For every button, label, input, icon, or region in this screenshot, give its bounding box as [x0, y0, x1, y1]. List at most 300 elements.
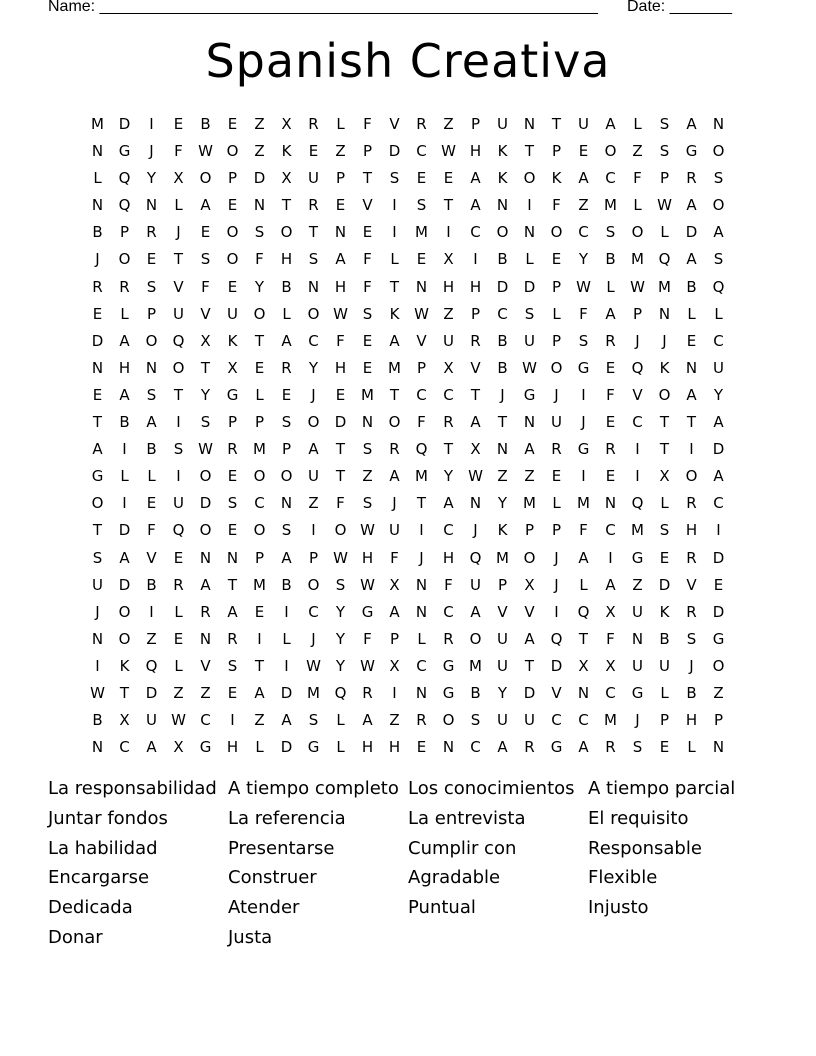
- grid-letter[interactable]: C: [578, 223, 589, 242]
- grid-letter[interactable]: Y: [335, 629, 346, 648]
- grid-letter[interactable]: S: [308, 711, 319, 730]
- grid-letter[interactable]: S: [227, 656, 238, 675]
- grid-letter[interactable]: F: [255, 250, 264, 269]
- grid-letter[interactable]: V: [686, 575, 697, 594]
- grid-letter[interactable]: J: [662, 331, 667, 350]
- grid-letter[interactable]: P: [335, 169, 346, 188]
- grid-letter[interactable]: L: [174, 656, 183, 675]
- grid-letter[interactable]: B: [119, 413, 130, 432]
- grid-letter[interactable]: G: [685, 142, 698, 161]
- grid-letter[interactable]: I: [419, 521, 424, 540]
- grid-letter[interactable]: J: [311, 629, 316, 648]
- grid-letter[interactable]: O: [118, 629, 131, 648]
- grid-letter[interactable]: N: [145, 196, 158, 215]
- grid-letter[interactable]: T: [578, 629, 589, 648]
- grid-letter[interactable]: Q: [469, 548, 482, 567]
- grid-letter[interactable]: S: [200, 413, 211, 432]
- grid-letter[interactable]: I: [635, 467, 640, 486]
- grid-letter[interactable]: E: [443, 169, 454, 188]
- grid-letter[interactable]: I: [716, 521, 721, 540]
- grid-letter[interactable]: A: [200, 575, 211, 594]
- grid-letter[interactable]: D: [91, 331, 104, 350]
- grid-letter[interactable]: L: [552, 304, 561, 323]
- grid-letter[interactable]: W: [576, 277, 591, 296]
- grid-letter[interactable]: L: [687, 738, 696, 757]
- grid-letter[interactable]: A: [713, 467, 724, 486]
- grid-letter[interactable]: V: [632, 385, 643, 404]
- grid-letter[interactable]: L: [147, 467, 156, 486]
- grid-letter[interactable]: S: [227, 494, 238, 513]
- grid-letter[interactable]: Q: [712, 277, 725, 296]
- grid-letter[interactable]: E: [146, 250, 157, 269]
- grid-letter[interactable]: A: [119, 548, 130, 567]
- grid-letter[interactable]: H: [118, 358, 131, 377]
- grid-letter[interactable]: A: [605, 304, 616, 323]
- grid-letter[interactable]: R: [362, 683, 373, 702]
- grid-letter[interactable]: W: [360, 656, 375, 675]
- grid-letter[interactable]: R: [605, 440, 616, 459]
- grid-letter[interactable]: A: [119, 385, 130, 404]
- grid-letter[interactable]: J: [554, 548, 559, 567]
- grid-letter[interactable]: N: [523, 223, 536, 242]
- grid-letter[interactable]: A: [686, 196, 697, 215]
- grid-letter[interactable]: C: [632, 413, 643, 432]
- grid-letter[interactable]: E: [362, 223, 373, 242]
- grid-letter[interactable]: X: [443, 250, 454, 269]
- grid-letter[interactable]: T: [524, 656, 535, 675]
- grid-letter[interactable]: T: [173, 250, 184, 269]
- grid-letter[interactable]: M: [631, 521, 644, 540]
- grid-letter[interactable]: Z: [362, 467, 373, 486]
- grid-letter[interactable]: N: [496, 196, 509, 215]
- grid-letter[interactable]: C: [497, 304, 508, 323]
- grid-letter[interactable]: Y: [578, 250, 589, 269]
- grid-letter[interactable]: E: [686, 331, 697, 350]
- grid-letter[interactable]: N: [469, 494, 482, 513]
- grid-letter[interactable]: N: [91, 629, 104, 648]
- grid-letter[interactable]: F: [579, 304, 588, 323]
- grid-letter[interactable]: G: [442, 656, 455, 675]
- grid-letter[interactable]: L: [660, 223, 669, 242]
- grid-letter[interactable]: F: [606, 629, 615, 648]
- grid-letter[interactable]: B: [281, 277, 292, 296]
- grid-letter[interactable]: V: [524, 602, 535, 621]
- grid-letter[interactable]: C: [470, 738, 481, 757]
- grid-letter[interactable]: G: [442, 683, 455, 702]
- grid-letter[interactable]: A: [578, 169, 589, 188]
- grid-letter[interactable]: Z: [524, 467, 535, 486]
- grid-letter[interactable]: O: [523, 169, 536, 188]
- grid-letter[interactable]: A: [686, 115, 697, 133]
- grid-letter[interactable]: R: [227, 440, 238, 459]
- grid-letter[interactable]: E: [713, 575, 724, 594]
- grid-letter[interactable]: A: [389, 467, 400, 486]
- grid-letter[interactable]: M: [604, 196, 617, 215]
- grid-letter[interactable]: U: [173, 304, 184, 323]
- grid-letter[interactable]: P: [551, 277, 562, 296]
- grid-letter[interactable]: W: [657, 196, 672, 215]
- grid-letter[interactable]: U: [227, 304, 238, 323]
- grid-letter[interactable]: Y: [146, 169, 157, 188]
- grid-letter[interactable]: X: [173, 738, 184, 757]
- grid-letter[interactable]: E: [173, 548, 184, 567]
- grid-letter[interactable]: N: [604, 494, 617, 513]
- date-field[interactable]: Date: _______: [627, 0, 732, 15]
- grid-letter[interactable]: R: [686, 602, 697, 621]
- grid-letter[interactable]: H: [442, 277, 455, 296]
- grid-letter[interactable]: N: [442, 738, 455, 757]
- grid-letter[interactable]: Z: [335, 142, 346, 161]
- grid-letter[interactable]: P: [254, 548, 265, 567]
- grid-letter[interactable]: Q: [577, 602, 590, 621]
- grid-letter[interactable]: W: [198, 440, 213, 459]
- grid-letter[interactable]: M: [496, 548, 509, 567]
- grid-letter[interactable]: Z: [173, 683, 184, 702]
- grid-letter[interactable]: J: [176, 223, 181, 242]
- grid-letter[interactable]: Q: [172, 331, 185, 350]
- grid-letter[interactable]: G: [91, 467, 104, 486]
- grid-letter[interactable]: W: [360, 521, 375, 540]
- grid-letter[interactable]: G: [118, 142, 131, 161]
- grid-letter[interactable]: L: [606, 277, 615, 296]
- grid-letter[interactable]: O: [550, 223, 563, 242]
- grid-letter[interactable]: L: [390, 250, 399, 269]
- grid-letter[interactable]: X: [200, 331, 211, 350]
- grid-letter[interactable]: E: [308, 142, 319, 161]
- grid-letter[interactable]: E: [281, 385, 292, 404]
- grid-letter[interactable]: U: [443, 331, 454, 350]
- grid-letter[interactable]: G: [631, 683, 644, 702]
- grid-letter[interactable]: N: [199, 629, 212, 648]
- grid-letter[interactable]: O: [172, 358, 185, 377]
- grid-letter[interactable]: E: [659, 548, 670, 567]
- grid-letter[interactable]: S: [92, 548, 103, 567]
- grid-letter[interactable]: I: [230, 711, 235, 730]
- grid-letter[interactable]: C: [416, 656, 427, 675]
- grid-letter[interactable]: C: [443, 385, 454, 404]
- grid-letter[interactable]: A: [578, 738, 589, 757]
- grid-letter[interactable]: B: [686, 683, 697, 702]
- grid-letter[interactable]: N: [415, 602, 428, 621]
- grid-letter[interactable]: T: [173, 385, 184, 404]
- grid-letter[interactable]: J: [311, 385, 316, 404]
- grid-letter[interactable]: L: [633, 115, 642, 133]
- grid-letter[interactable]: T: [254, 656, 265, 675]
- grid-letter[interactable]: R: [686, 169, 697, 188]
- grid-letter[interactable]: E: [227, 683, 238, 702]
- grid-letter[interactable]: I: [149, 602, 154, 621]
- grid-letter[interactable]: N: [415, 575, 428, 594]
- grid-letter[interactable]: C: [119, 738, 130, 757]
- grid-letter[interactable]: F: [363, 629, 372, 648]
- grid-letter[interactable]: Z: [632, 142, 643, 161]
- grid-letter[interactable]: Q: [118, 169, 131, 188]
- grid-letter[interactable]: R: [146, 223, 157, 242]
- grid-letter[interactable]: I: [284, 602, 289, 621]
- grid-letter[interactable]: T: [524, 142, 535, 161]
- grid-letter[interactable]: D: [253, 169, 266, 188]
- grid-letter[interactable]: C: [605, 521, 616, 540]
- grid-letter[interactable]: I: [122, 494, 127, 513]
- grid-letter[interactable]: N: [226, 548, 239, 567]
- grid-letter[interactable]: U: [389, 521, 400, 540]
- grid-letter[interactable]: O: [253, 521, 266, 540]
- grid-letter[interactable]: P: [632, 304, 643, 323]
- grid-letter[interactable]: S: [470, 711, 481, 730]
- grid-letter[interactable]: I: [527, 196, 532, 215]
- grid-letter[interactable]: R: [227, 629, 238, 648]
- grid-letter[interactable]: Z: [497, 467, 508, 486]
- grid-letter[interactable]: D: [658, 575, 671, 594]
- grid-letter[interactable]: S: [281, 521, 292, 540]
- grid-letter[interactable]: U: [713, 358, 724, 377]
- grid-letter[interactable]: B: [470, 683, 481, 702]
- grid-letter[interactable]: C: [578, 711, 589, 730]
- grid-letter[interactable]: M: [523, 494, 536, 513]
- grid-letter[interactable]: M: [388, 358, 401, 377]
- grid-letter[interactable]: A: [686, 385, 697, 404]
- grid-letter[interactable]: N: [91, 142, 104, 161]
- grid-letter[interactable]: O: [91, 494, 104, 513]
- grid-letter[interactable]: R: [686, 494, 697, 513]
- grid-letter[interactable]: F: [606, 385, 615, 404]
- grid-letter[interactable]: E: [227, 467, 238, 486]
- grid-letter[interactable]: B: [659, 629, 670, 648]
- grid-letter[interactable]: A: [227, 602, 238, 621]
- grid-letter[interactable]: V: [146, 548, 157, 567]
- grid-letter[interactable]: A: [146, 738, 157, 757]
- grid-letter[interactable]: D: [712, 548, 725, 567]
- grid-letter[interactable]: A: [470, 196, 481, 215]
- grid-letter[interactable]: D: [496, 277, 509, 296]
- grid-letter[interactable]: G: [226, 385, 239, 404]
- grid-letter[interactable]: A: [686, 250, 697, 269]
- grid-letter[interactable]: A: [524, 629, 535, 648]
- grid-letter[interactable]: T: [389, 385, 400, 404]
- grid-letter[interactable]: E: [200, 223, 211, 242]
- grid-letter[interactable]: T: [497, 413, 508, 432]
- grid-letter[interactable]: N: [712, 738, 725, 757]
- grid-letter[interactable]: C: [443, 602, 454, 621]
- grid-letter[interactable]: K: [497, 521, 508, 540]
- grid-letter[interactable]: P: [497, 575, 508, 594]
- grid-letter[interactable]: D: [334, 413, 347, 432]
- grid-letter[interactable]: J: [473, 521, 478, 540]
- grid-letter[interactable]: D: [118, 115, 131, 133]
- grid-letter[interactable]: E: [92, 385, 103, 404]
- grid-letter[interactable]: N: [577, 683, 590, 702]
- grid-letter[interactable]: A: [119, 331, 130, 350]
- grid-letter[interactable]: K: [497, 169, 508, 188]
- grid-letter[interactable]: V: [200, 656, 211, 675]
- grid-letter[interactable]: S: [524, 304, 535, 323]
- grid-letter[interactable]: I: [608, 548, 613, 567]
- grid-letter[interactable]: J: [392, 494, 397, 513]
- grid-letter[interactable]: A: [335, 250, 346, 269]
- grid-letter[interactable]: D: [523, 277, 536, 296]
- grid-letter[interactable]: J: [635, 331, 640, 350]
- grid-letter[interactable]: R: [281, 358, 292, 377]
- grid-letter[interactable]: T: [200, 358, 211, 377]
- grid-letter[interactable]: O: [712, 656, 725, 675]
- grid-letter[interactable]: Y: [443, 467, 454, 486]
- grid-letter[interactable]: T: [659, 413, 670, 432]
- grid-letter[interactable]: J: [554, 575, 559, 594]
- grid-letter[interactable]: W: [468, 467, 483, 486]
- grid-letter[interactable]: S: [362, 304, 373, 323]
- grid-letter[interactable]: M: [91, 115, 104, 133]
- grid-letter[interactable]: C: [254, 494, 265, 513]
- grid-letter[interactable]: L: [336, 711, 345, 730]
- grid-letter[interactable]: O: [280, 223, 293, 242]
- grid-letter[interactable]: A: [92, 440, 103, 459]
- grid-letter[interactable]: U: [497, 711, 508, 730]
- grid-letter[interactable]: P: [308, 548, 319, 567]
- grid-letter[interactable]: Z: [713, 683, 724, 702]
- grid-letter[interactable]: Z: [578, 196, 589, 215]
- grid-letter[interactable]: F: [201, 277, 210, 296]
- grid-letter[interactable]: N: [199, 548, 212, 567]
- grid-letter[interactable]: E: [416, 738, 427, 757]
- grid-letter[interactable]: D: [685, 223, 698, 242]
- grid-letter[interactable]: X: [605, 602, 616, 621]
- grid-letter[interactable]: U: [146, 711, 157, 730]
- grid-letter[interactable]: L: [282, 629, 291, 648]
- grid-letter[interactable]: G: [523, 385, 536, 404]
- grid-letter[interactable]: N: [334, 223, 347, 242]
- grid-letter[interactable]: T: [362, 169, 373, 188]
- grid-letter[interactable]: C: [308, 331, 319, 350]
- grid-letter[interactable]: M: [415, 467, 428, 486]
- grid-letter[interactable]: H: [388, 738, 401, 757]
- grid-letter[interactable]: L: [417, 629, 426, 648]
- grid-letter[interactable]: Q: [631, 494, 644, 513]
- grid-letter[interactable]: O: [199, 521, 212, 540]
- grid-letter[interactable]: R: [173, 575, 184, 594]
- grid-letter[interactable]: M: [631, 250, 644, 269]
- grid-letter[interactable]: B: [497, 250, 508, 269]
- grid-letter[interactable]: O: [307, 575, 320, 594]
- grid-letter[interactable]: B: [686, 277, 697, 296]
- grid-letter[interactable]: U: [632, 602, 643, 621]
- grid-letter[interactable]: S: [659, 142, 670, 161]
- grid-letter[interactable]: J: [419, 548, 424, 567]
- grid-letter[interactable]: H: [685, 711, 698, 730]
- grid-letter[interactable]: T: [92, 413, 103, 432]
- grid-letter[interactable]: L: [255, 385, 264, 404]
- grid-letter[interactable]: I: [284, 656, 289, 675]
- grid-letter[interactable]: F: [444, 575, 453, 594]
- grid-letter[interactable]: D: [280, 738, 293, 757]
- grid-letter[interactable]: C: [713, 331, 724, 350]
- grid-letter[interactable]: U: [173, 494, 184, 513]
- grid-letter[interactable]: Q: [631, 358, 644, 377]
- grid-letter[interactable]: B: [146, 440, 157, 459]
- grid-letter[interactable]: R: [308, 115, 319, 133]
- grid-letter[interactable]: T: [551, 115, 562, 133]
- grid-letter[interactable]: L: [525, 250, 534, 269]
- grid-letter[interactable]: O: [145, 331, 158, 350]
- grid-letter[interactable]: X: [281, 169, 292, 188]
- grid-letter[interactable]: W: [333, 304, 348, 323]
- grid-letter[interactable]: C: [308, 602, 319, 621]
- grid-letter[interactable]: R: [119, 277, 130, 296]
- grid-letter[interactable]: G: [361, 602, 374, 621]
- grid-letter[interactable]: Y: [713, 385, 724, 404]
- grid-letter[interactable]: O: [226, 250, 239, 269]
- grid-letter[interactable]: E: [362, 358, 373, 377]
- grid-letter[interactable]: N: [91, 358, 104, 377]
- grid-letter[interactable]: R: [605, 331, 616, 350]
- grid-letter[interactable]: P: [281, 440, 292, 459]
- grid-letter[interactable]: R: [92, 277, 103, 296]
- grid-letter[interactable]: E: [227, 277, 238, 296]
- grid-letter[interactable]: U: [632, 656, 643, 675]
- grid-letter[interactable]: C: [713, 494, 724, 513]
- grid-letter[interactable]: R: [470, 331, 481, 350]
- grid-letter[interactable]: T: [92, 521, 103, 540]
- grid-letter[interactable]: F: [363, 250, 372, 269]
- grid-letter[interactable]: H: [361, 548, 374, 567]
- grid-letter[interactable]: J: [95, 250, 100, 269]
- grid-letter[interactable]: C: [551, 711, 562, 730]
- grid-letter[interactable]: Y: [254, 277, 265, 296]
- grid-letter[interactable]: O: [550, 358, 563, 377]
- grid-letter[interactable]: I: [176, 413, 181, 432]
- grid-letter[interactable]: J: [500, 385, 505, 404]
- grid-letter[interactable]: P: [551, 142, 562, 161]
- grid-letter[interactable]: F: [552, 196, 561, 215]
- grid-letter[interactable]: P: [470, 115, 481, 133]
- grid-letter[interactable]: O: [226, 223, 239, 242]
- grid-letter[interactable]: S: [146, 385, 157, 404]
- grid-letter[interactable]: V: [200, 304, 211, 323]
- grid-letter[interactable]: C: [605, 683, 616, 702]
- grid-letter[interactable]: G: [577, 358, 590, 377]
- grid-letter[interactable]: Z: [308, 494, 319, 513]
- grid-letter[interactable]: R: [200, 602, 211, 621]
- grid-letter[interactable]: E: [551, 467, 562, 486]
- grid-letter[interactable]: S: [605, 223, 616, 242]
- grid-letter[interactable]: J: [95, 602, 100, 621]
- grid-letter[interactable]: E: [605, 413, 616, 432]
- grid-letter[interactable]: O: [658, 385, 671, 404]
- grid-letter[interactable]: F: [147, 521, 156, 540]
- grid-letter[interactable]: T: [119, 683, 130, 702]
- grid-letter[interactable]: O: [631, 223, 644, 242]
- grid-letter[interactable]: U: [497, 629, 508, 648]
- grid-letter[interactable]: J: [581, 413, 586, 432]
- grid-letter[interactable]: I: [149, 115, 154, 133]
- grid-letter[interactable]: P: [227, 413, 238, 432]
- grid-letter[interactable]: N: [523, 115, 536, 133]
- grid-letter[interactable]: T: [335, 467, 346, 486]
- grid-letter[interactable]: P: [470, 304, 481, 323]
- grid-letter[interactable]: T: [443, 196, 454, 215]
- grid-letter[interactable]: M: [658, 277, 671, 296]
- grid-letter[interactable]: X: [659, 467, 670, 486]
- grid-letter[interactable]: O: [469, 629, 482, 648]
- grid-letter[interactable]: N: [685, 358, 698, 377]
- grid-letter[interactable]: G: [577, 440, 590, 459]
- grid-letter[interactable]: C: [470, 223, 481, 242]
- grid-letter[interactable]: I: [392, 683, 397, 702]
- grid-letter[interactable]: H: [334, 277, 347, 296]
- grid-letter[interactable]: K: [659, 358, 670, 377]
- grid-letter[interactable]: R: [416, 115, 427, 133]
- grid-letter[interactable]: H: [469, 277, 482, 296]
- grid-letter[interactable]: Y: [308, 358, 319, 377]
